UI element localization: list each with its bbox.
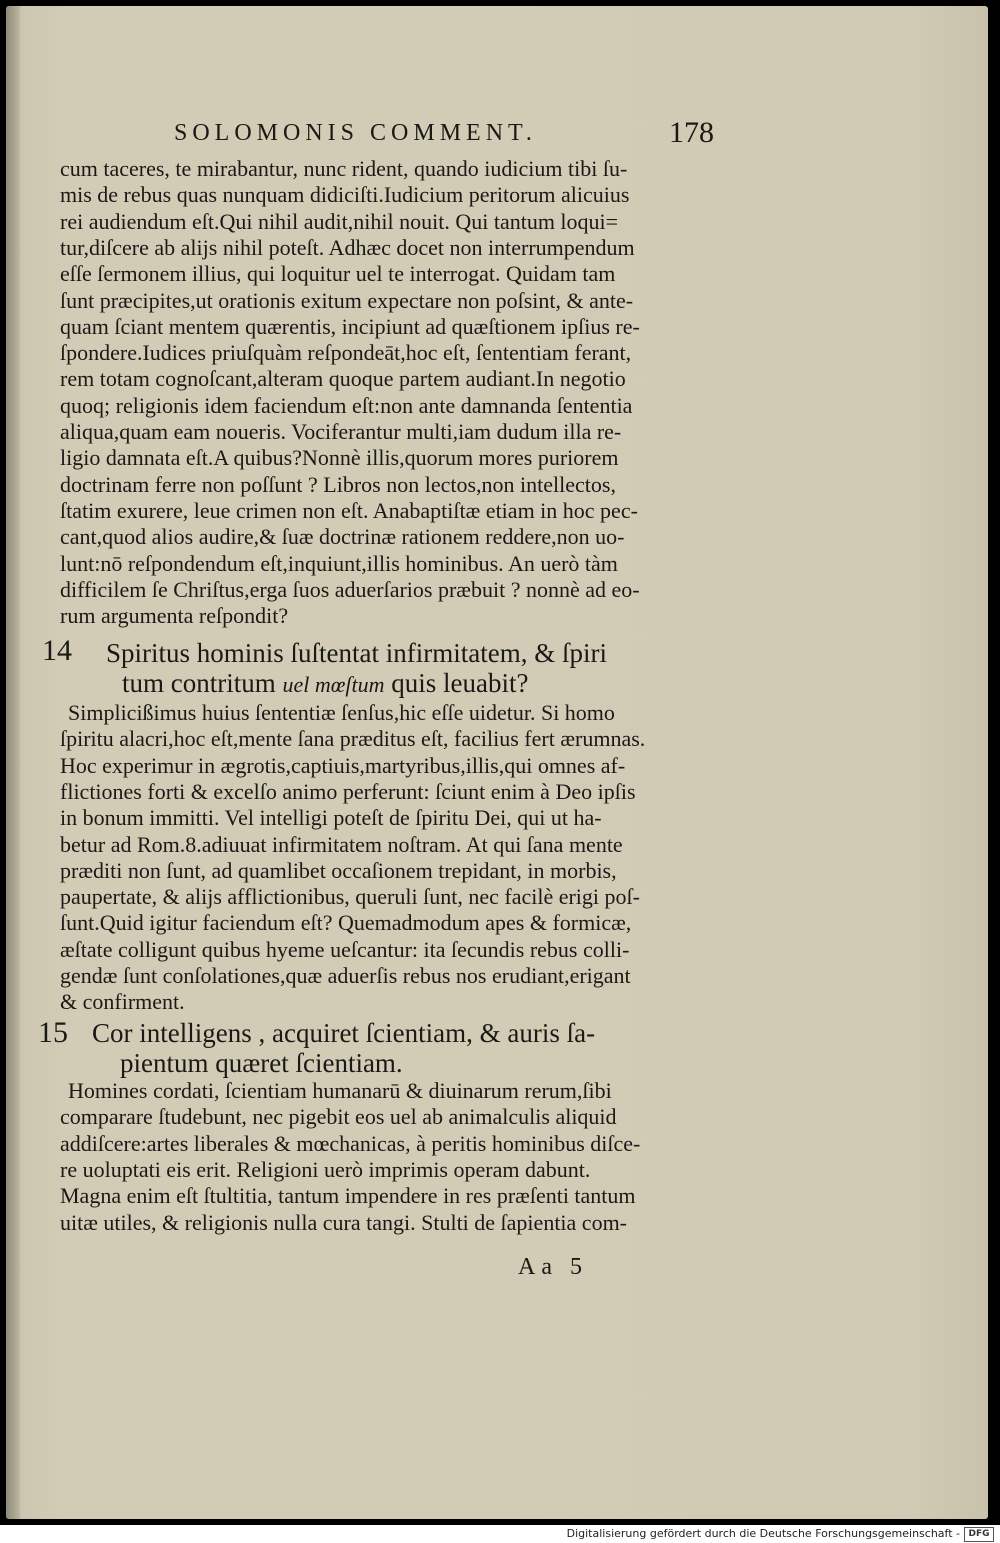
verse-number-15: 15 [38, 1016, 68, 1049]
text-line: addiſcere:artes liberales & mœchanicas, à peritis hominibus diſce- [60, 1130, 641, 1156]
text-line: paupertate, & alijs afflictionibus, queruli ſunt, nec facilè erigi poſ- [60, 884, 640, 910]
text-line: Simplicißimus huius ſententiæ ſenſus,hic eſſe uidetur. Si homo [68, 700, 615, 725]
text-line: flictiones forti & excelſo animo perferunt: ſciunt enim à Deo ipſis [60, 778, 636, 804]
running-header [174, 116, 714, 154]
text-line: ſpiritu alacri,hoc eſt,mente ſana præditus eſt, facilius fert ærumnas. [60, 726, 646, 752]
text-line: rum argumenta reſpondit? [60, 603, 289, 629]
verse-number-14: 14 [42, 634, 72, 667]
text-line: quoq; religionis idem faciendum eſt:non ante damnanda ſententia [60, 392, 633, 418]
text-line: & confirment. [60, 989, 185, 1015]
funding-notice: Digitalisierung gefördert durch die Deutsche Forschungsgemeinschaft - [566, 1527, 960, 1540]
page-number: 178 [669, 116, 714, 149]
verse-14-line-2 [122, 668, 529, 700]
text-line: tur,diſcere ab alijs nihil poteſt. Adhæc docet non interrumpendum [60, 234, 635, 260]
text-line: doctrinam ferre non poſſunt ? Libros non lectos,non intellectos, [60, 471, 616, 497]
text-line: quam ſciant mentem quærentis, incipiunt ad quæſtionem ipſius re- [60, 313, 640, 339]
verse-14-line-2-italic: uel mœſtum [282, 672, 385, 697]
text-line: eſſe ſermonem illius, qui loquitur uel te interrogat. Quidam tam [60, 261, 616, 287]
running-title: SOLOMONIS COMMENT. [174, 120, 537, 146]
text-line: præditi non ſunt, ad quamlibet occaſionem trepidant, in morbis, [60, 857, 617, 883]
verse-14-line-2-start: tum contritum [122, 668, 283, 698]
footer-bar [0, 1525, 1000, 1543]
verse-14-line-2-end: quis leuabit? [384, 668, 529, 698]
text-line: Magna enim eſt ſtultitia, tantum impendere in res præſenti tantum [60, 1183, 636, 1209]
text-line: re uoluptati eis erit. Religioni uerò imprimis operam dabunt. [60, 1156, 591, 1182]
text-line: æſtate colligunt quibus hyeme ueſcantur: ita ſecundis rebus colli- [60, 936, 630, 962]
page-gutter [6, 6, 20, 1519]
text-line: in bonum immitti. Vel intelligi poteſt de ſpiritu Dei, qui ut ha- [60, 805, 602, 831]
text-line: ſunt præcipites,ut orationis exitum expectare non poſsint, & ante- [60, 287, 634, 313]
text-line: comparare ſtudebunt, nec pigebit eos uel ab animalculis aliquid [60, 1104, 617, 1130]
text-line: rei audiendum eſt.Qui nihil audit,nihil nouit. Qui tantum loqui= [60, 208, 619, 234]
book-page [6, 6, 988, 1519]
verse-14-line-1: Spiritus hominis ſuſtentat infirmitatem, & ſpiri [106, 638, 607, 668]
verse-15-line-2: pientum quæret ſcientiam. [120, 1048, 403, 1078]
text-line: ſunt.Quid igitur faciendum eſt? Quemadmodum apes & formicæ, [60, 910, 632, 936]
text-line: difficilem ſe Chriſtus,erga ſuos aduerſarios præbuit ? nonnè ad eo- [60, 576, 640, 602]
verse-15-line-1: Cor intelligens , acquiret ſcientiam, & auris ſa- [92, 1018, 596, 1048]
text-line: aliqua,quam eam noueris. Vociferantur multi,iam dudum illa re- [60, 419, 622, 444]
text-line: ligio damnata eſt.A quibus?Nonnè illis,quorum mores puriorem [60, 445, 619, 471]
text-line: cum taceres, te mirabantur, nunc rident, quando iudicium tibi ſu- [60, 156, 628, 181]
signature-mark: Aa 5 [518, 1254, 588, 1280]
text-line: Homines cordati, ſcientiam humanarū & diuinarum rerum,ſibi [68, 1078, 612, 1103]
text-line: cant,quod alios audire,& ſuæ doctrinæ rationem reddere,non uo- [60, 524, 625, 550]
text-line: Hoc experimur in ægrotis,captiuis,martyribus,illis,qui omnes af- [60, 752, 626, 778]
text-line: ſtatim exurere, leue crimen non eſt. Anabaptiſtæ etiam in hoc pec- [60, 497, 638, 523]
text-line: uitæ utiles, & religionis nulla cura tangi. Stulti de ſapientia com- [60, 1209, 628, 1235]
text-line: lunt:nō reſpondendum eſt,inquiunt,illis hominibus. An uerò tàm [60, 550, 618, 576]
dfg-logo: DFG [964, 1527, 994, 1542]
text-line: gendæ ſunt conſolationes,quæ aduerſis rebus nos erudiant,erigant [60, 963, 631, 988]
text-line: rem totam cognoſcant,alteram quoque partem audiant.In negotio [60, 366, 626, 392]
text-line: betur ad Rom.8.adiuuat infirmitatem noſtram. At qui ſana mente [60, 831, 623, 857]
text-line: ſpondere.Iudices priuſquàm reſpondeāt,hoc eſt, ſententiam ferant, [60, 340, 632, 366]
text-line: mis de rebus quas nunquam didiciſti.Iudicium peritorum alicuius [60, 182, 630, 208]
